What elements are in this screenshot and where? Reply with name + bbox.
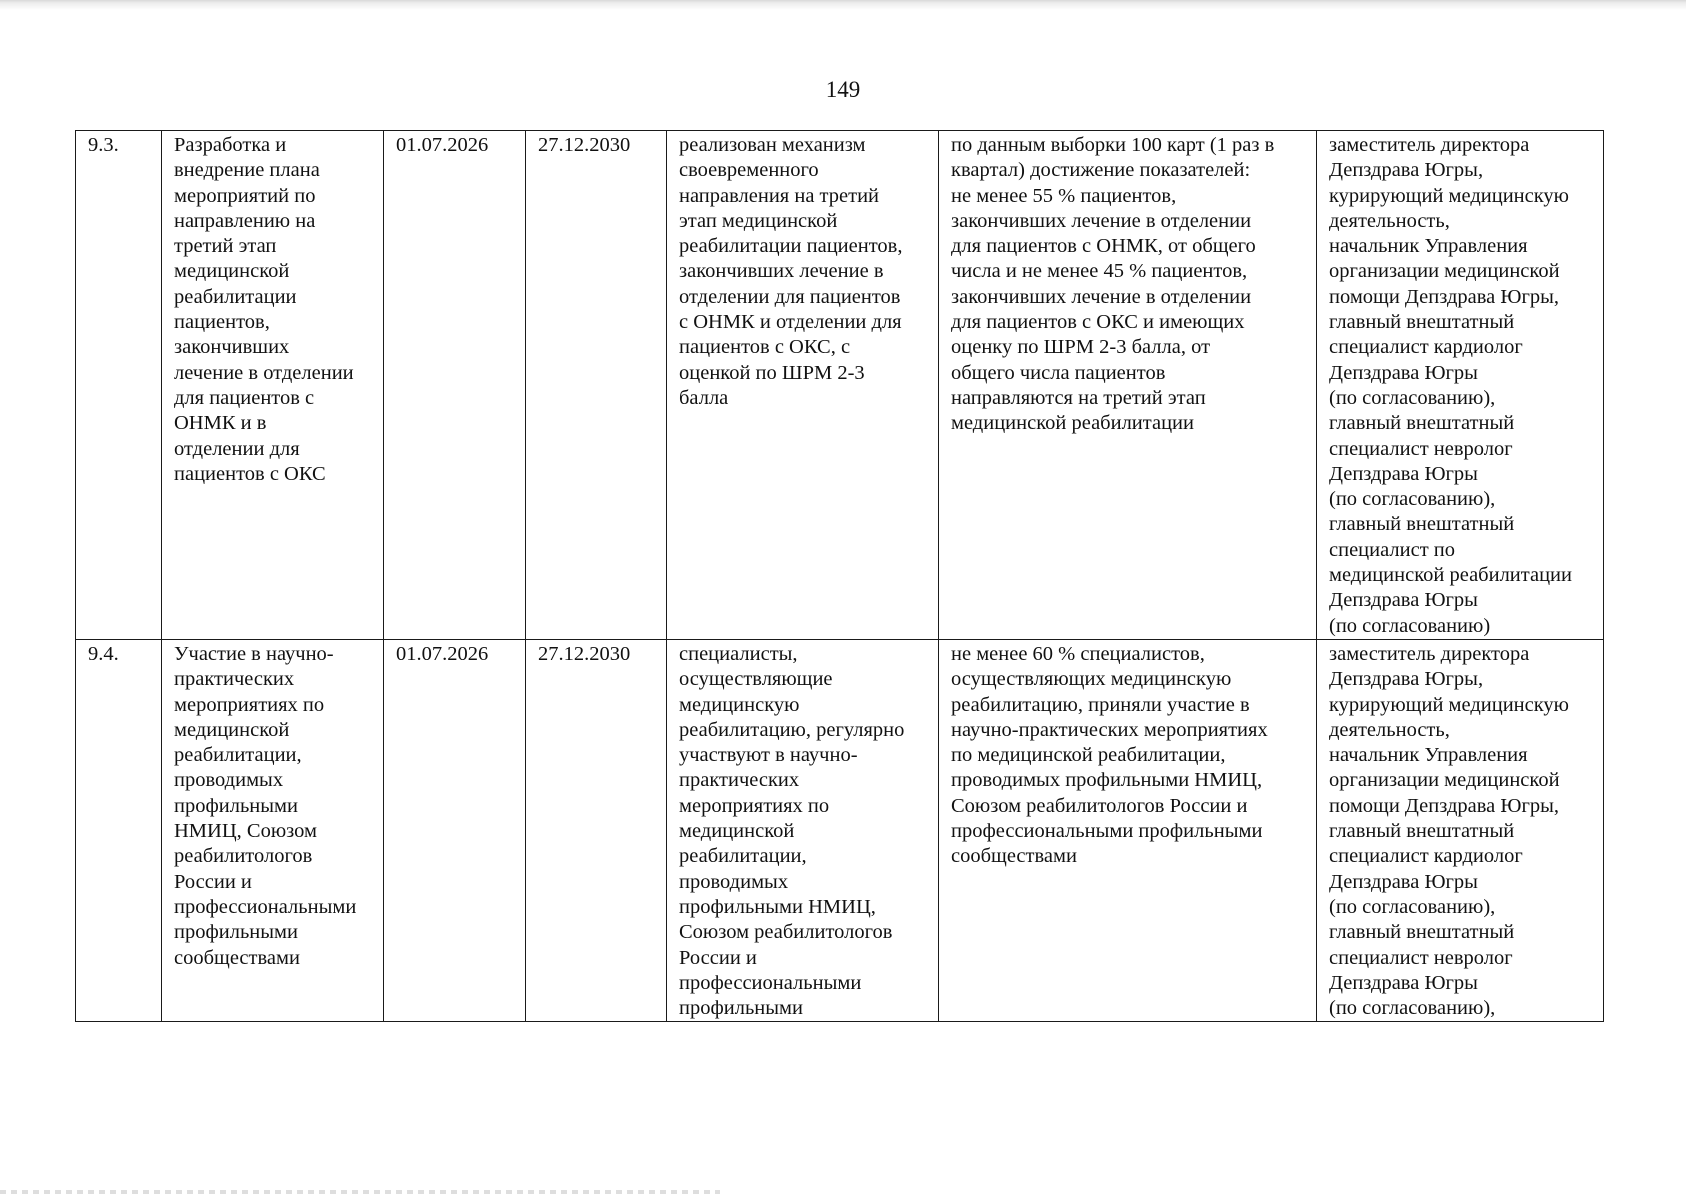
indicator: не менее 60 % специалистов, осуществляющих медицинскую реабилитацию, приняли участие в научно-практических мероприятиях по медицинской реабилитации, проводимых профильными НМИЦ, Союзом реабилитологов России и профессиональными профильными сообществами (939, 640, 1317, 1022)
responsible: заместитель директора Депздрава Югры, курирующий медицинскую деятельность, начальник Управления организации медицинской помощи Депздрава Югры, главный внештатный специалист кардиолог Депздрава Югры (по согласованию), главный внештатный специалист невролог Депздрава Югры (по согласованию), главный внештатный специалист по медицинской реабилитации Депздрава Югры (по согласованию) (1317, 131, 1604, 640)
scan-edge-bottom (0, 1190, 720, 1194)
end-date: 27.12.2030 (526, 640, 667, 1022)
responsible: заместитель директора Депздрава Югры, курирующий медицинскую деятельность, начальник Управления организации медицинской помощи Депздрава Югры, главный внештатный специалист кардиолог Депздрава Югры (по согласованию), главный внештатный специалист невролог Депздрава Югры (по согласованию), (1317, 640, 1604, 1022)
end-date: 27.12.2030 (526, 131, 667, 640)
start-date: 01.07.2026 (384, 640, 526, 1022)
row-number: 9.3. (76, 131, 162, 640)
table-row (76, 640, 1604, 1022)
measure-title: Участие в научно- практических мероприятиях по медицинской реабилитации, проводимых профильными НМИЦ, Союзом реабилитологов России и профессиональными профильными сообществами (162, 640, 384, 1022)
table-row (76, 131, 1604, 640)
scan-edge-top (0, 0, 1686, 10)
indicator: по данным выборки 100 карт (1 раз в квартал) достижение показателей: не менее 55 % пациентов, закончивших лечение в отделении для пациентов с ОНМК, от общего числа и не менее 45 % пациентов, закончивших лечение в отделении для пациентов с ОКС и имеющих оценку по ШРМ 2-3 балла, от общего числа пациентов направляются на третий этап медицинской реабилитации (939, 131, 1317, 640)
row-number: 9.4. (76, 640, 162, 1022)
measure-title: Разработка и внедрение плана мероприятий по направлению на третий этап медицинской реабилитации пациентов, закончивших лечение в отделении для пациентов с ОНМК и в отделении для пациентов с ОКС (162, 131, 384, 640)
start-date: 01.07.2026 (384, 131, 526, 640)
expected-result: специалисты, осуществляющие медицинскую реабилитацию, регулярно участвуют в научно- практических мероприятиях по медицинской реабилитации, проводимых профильными НМИЦ, Союзом реабилитологов России и профессиональными профильными (667, 640, 939, 1022)
page-number: 149 (825, 77, 861, 102)
measures-table (75, 130, 1604, 1022)
expected-result: реализован механизм своевременного направления на третий этап медицинской реабилитации пациентов, закончивших лечение в отделении для пациентов с ОНМК и отделении для пациентов с ОКС, с оценкой по ШРМ 2-3 балла (667, 131, 939, 640)
